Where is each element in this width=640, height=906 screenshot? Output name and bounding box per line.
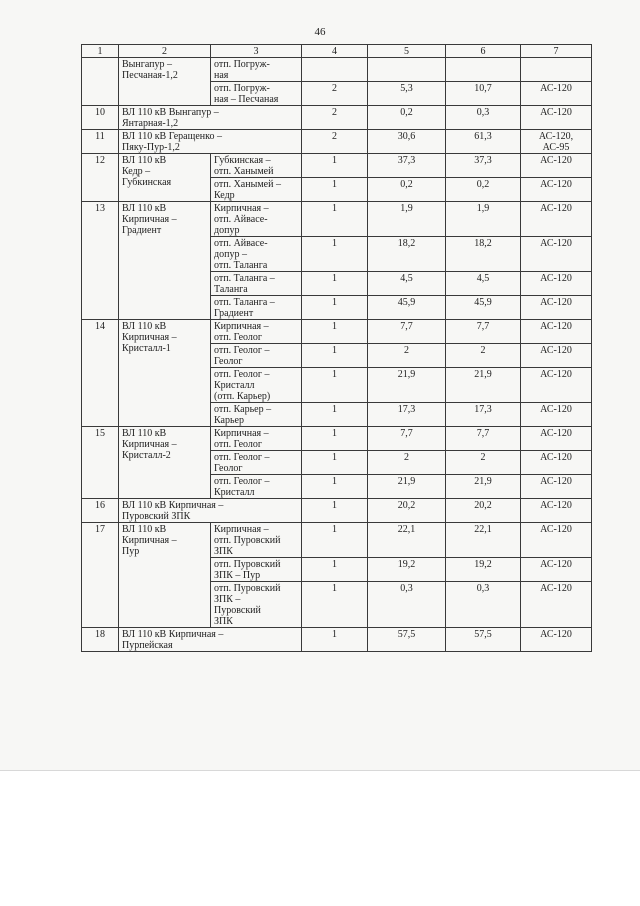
circuits-cell: 1 (302, 320, 368, 344)
row-number-cell: 17 (82, 523, 119, 628)
length-route-cell: 20,2 (368, 499, 446, 523)
table-row (82, 106, 592, 130)
circuits-cell: 1 (302, 237, 368, 272)
length-circuits-cell: 37,3 (446, 154, 521, 178)
wire-cell: АС-120 (521, 106, 592, 130)
row-number-cell: 15 (82, 427, 119, 499)
segment-cell: отп. Геолог – Кристалл (отп. Карьер) (211, 368, 302, 403)
segment-cell: отп. Геолог – Кристалл (211, 475, 302, 499)
wire-cell: АС-120 (521, 344, 592, 368)
length-route-cell: 22,1 (368, 523, 446, 558)
wire-cell: АС-120 (521, 451, 592, 475)
row-number-cell: 13 (82, 202, 119, 320)
wire-cell: АС-120 (521, 558, 592, 582)
line-name-cell: Вынгапур – Песчаная-1,2 (119, 58, 211, 106)
wire-cell: АС-120 (521, 475, 592, 499)
segment-cell: отп. Погруж- ная – Песчаная (211, 82, 302, 106)
length-circuits-cell (446, 58, 521, 82)
circuits-cell: 1 (302, 368, 368, 403)
circuits-cell: 1 (302, 178, 368, 202)
table-row (82, 58, 592, 82)
table-header-row (82, 45, 592, 58)
wire-cell: АС-120 (521, 582, 592, 628)
length-route-cell: 0,2 (368, 178, 446, 202)
row-number-cell: 18 (82, 628, 119, 652)
segment-cell: отп. Погруж- ная (211, 58, 302, 82)
wire-cell: АС-120 (521, 628, 592, 652)
table-row (82, 628, 592, 652)
table-row (82, 154, 592, 178)
row-number-cell: 11 (82, 130, 119, 154)
length-route-cell: 57,5 (368, 628, 446, 652)
line-name-cell: ВЛ 110 кВ Кирпичная – Пуровский ЗПК (119, 499, 302, 523)
circuits-cell: 1 (302, 202, 368, 237)
length-circuits-cell: 0,3 (446, 106, 521, 130)
length-circuits-cell: 21,9 (446, 475, 521, 499)
power-lines-table (81, 44, 592, 652)
wire-cell: АС-120, АС-95 (521, 130, 592, 154)
length-circuits-cell: 22,1 (446, 523, 521, 558)
circuits-cell: 1 (302, 272, 368, 296)
line-name-cell: ВЛ 110 кВ Вынгапур – Янтарная-1,2 (119, 106, 302, 130)
table-row (82, 320, 592, 344)
segment-cell: отп. Геолог – Геолог (211, 451, 302, 475)
length-circuits-cell: 20,2 (446, 499, 521, 523)
segment-cell: Кирпичная – отп. Айвасе- допур (211, 202, 302, 237)
wire-cell: АС-120 (521, 368, 592, 403)
wire-cell: АС-120 (521, 202, 592, 237)
length-route-cell: 37,3 (368, 154, 446, 178)
table-row (82, 523, 592, 558)
length-route-cell: 7,7 (368, 320, 446, 344)
header-cell: 3 (211, 45, 302, 58)
length-circuits-cell: 57,5 (446, 628, 521, 652)
length-circuits-cell: 10,7 (446, 82, 521, 106)
length-route-cell: 0,2 (368, 106, 446, 130)
header-cell: 6 (446, 45, 521, 58)
segment-cell: отп. Пуровский ЗПК – Пуровский ЗПК (211, 582, 302, 628)
wire-cell: АС-120 (521, 82, 592, 106)
row-number-cell: 16 (82, 499, 119, 523)
segment-cell: Кирпичная – отп. Геолог (211, 320, 302, 344)
segment-cell: отп. Карьер – Карьер (211, 403, 302, 427)
circuits-cell: 1 (302, 344, 368, 368)
segment-cell: Кирпичная – отп. Геолог (211, 427, 302, 451)
header-cell: 4 (302, 45, 368, 58)
wire-cell: АС-120 (521, 154, 592, 178)
length-route-cell: 45,9 (368, 296, 446, 320)
segment-cell: отп. Геолог – Геолог (211, 344, 302, 368)
segment-cell: отп. Таланга – Градиент (211, 296, 302, 320)
length-circuits-cell: 7,7 (446, 427, 521, 451)
length-circuits-cell: 45,9 (446, 296, 521, 320)
header-cell: 1 (82, 45, 119, 58)
blank-area (0, 771, 640, 906)
line-name-cell: ВЛ 110 кВ Кирпичная – Кристалл-1 (119, 320, 211, 427)
header-cell: 7 (521, 45, 592, 58)
wire-cell: АС-120 (521, 523, 592, 558)
length-circuits-cell: 18,2 (446, 237, 521, 272)
wire-cell: АС-120 (521, 499, 592, 523)
line-name-cell: ВЛ 110 кВ Кирпичная – Кристалл-2 (119, 427, 211, 499)
circuits-cell: 1 (302, 451, 368, 475)
circuits-cell (302, 58, 368, 82)
length-route-cell: 1,9 (368, 202, 446, 237)
segment-cell: отп. Таланга – Таланга (211, 272, 302, 296)
segment-cell: отп. Айвасе- допур – отп. Таланга (211, 237, 302, 272)
length-route-cell: 21,9 (368, 368, 446, 403)
length-circuits-cell: 7,7 (446, 320, 521, 344)
table-row (82, 202, 592, 237)
line-name-cell: ВЛ 110 кВ Геращенко – Пяку-Пур-1,2 (119, 130, 302, 154)
length-circuits-cell: 4,5 (446, 272, 521, 296)
segment-cell: Кирпичная – отп. Пуровский ЗПК (211, 523, 302, 558)
circuits-cell: 1 (302, 427, 368, 451)
length-route-cell (368, 58, 446, 82)
circuits-cell: 1 (302, 154, 368, 178)
circuits-cell: 1 (302, 523, 368, 558)
line-name-cell: ВЛ 110 кВ Кирпичная – Пурпейская (119, 628, 302, 652)
circuits-cell: 1 (302, 296, 368, 320)
table-row (82, 499, 592, 523)
page-number: 46 (314, 26, 326, 38)
length-route-cell: 5,3 (368, 82, 446, 106)
length-circuits-cell: 1,9 (446, 202, 521, 237)
length-circuits-cell: 2 (446, 451, 521, 475)
wire-cell: АС-120 (521, 296, 592, 320)
length-circuits-cell: 0,3 (446, 582, 521, 628)
length-route-cell: 19,2 (368, 558, 446, 582)
length-route-cell: 18,2 (368, 237, 446, 272)
length-route-cell: 7,7 (368, 427, 446, 451)
length-route-cell: 4,5 (368, 272, 446, 296)
row-number-cell: 10 (82, 106, 119, 130)
wire-cell: АС-120 (521, 403, 592, 427)
length-route-cell: 17,3 (368, 403, 446, 427)
row-number-cell (82, 58, 119, 106)
length-circuits-cell: 19,2 (446, 558, 521, 582)
table-row (82, 427, 592, 451)
table-row (82, 130, 592, 154)
header-cell: 5 (368, 45, 446, 58)
circuits-cell: 1 (302, 475, 368, 499)
length-route-cell: 21,9 (368, 475, 446, 499)
row-number-cell: 14 (82, 320, 119, 427)
wire-cell: АС-120 (521, 237, 592, 272)
wire-cell (521, 58, 592, 82)
line-name-cell: ВЛ 110 кВ Кирпичная – Градиент (119, 202, 211, 320)
table-body (82, 45, 592, 652)
wire-cell: АС-120 (521, 320, 592, 344)
circuits-cell: 2 (302, 130, 368, 154)
circuits-cell: 1 (302, 628, 368, 652)
segment-cell: отп. Пуровский ЗПК – Пур (211, 558, 302, 582)
wire-cell: АС-120 (521, 272, 592, 296)
header-cell: 2 (119, 45, 211, 58)
circuits-cell: 1 (302, 558, 368, 582)
circuits-cell: 1 (302, 582, 368, 628)
line-name-cell: ВЛ 110 кВ Кирпичная – Пур (119, 523, 211, 628)
wire-cell: АС-120 (521, 427, 592, 451)
length-circuits-cell: 17,3 (446, 403, 521, 427)
length-circuits-cell: 0,2 (446, 178, 521, 202)
length-circuits-cell: 2 (446, 344, 521, 368)
circuits-cell: 1 (302, 403, 368, 427)
wire-cell: АС-120 (521, 178, 592, 202)
segment-cell: отп. Ханымей – Кедр (211, 178, 302, 202)
length-circuits-cell: 61,3 (446, 130, 521, 154)
line-name-cell: ВЛ 110 кВ Кедр – Губкинская (119, 154, 211, 202)
circuits-cell: 2 (302, 82, 368, 106)
length-circuits-cell: 21,9 (446, 368, 521, 403)
length-route-cell: 2 (368, 451, 446, 475)
length-route-cell: 2 (368, 344, 446, 368)
row-number-cell: 12 (82, 154, 119, 202)
length-route-cell: 30,6 (368, 130, 446, 154)
segment-cell: Губкинская – отп. Ханымей (211, 154, 302, 178)
circuits-cell: 1 (302, 499, 368, 523)
circuits-cell: 2 (302, 106, 368, 130)
length-route-cell: 0,3 (368, 582, 446, 628)
